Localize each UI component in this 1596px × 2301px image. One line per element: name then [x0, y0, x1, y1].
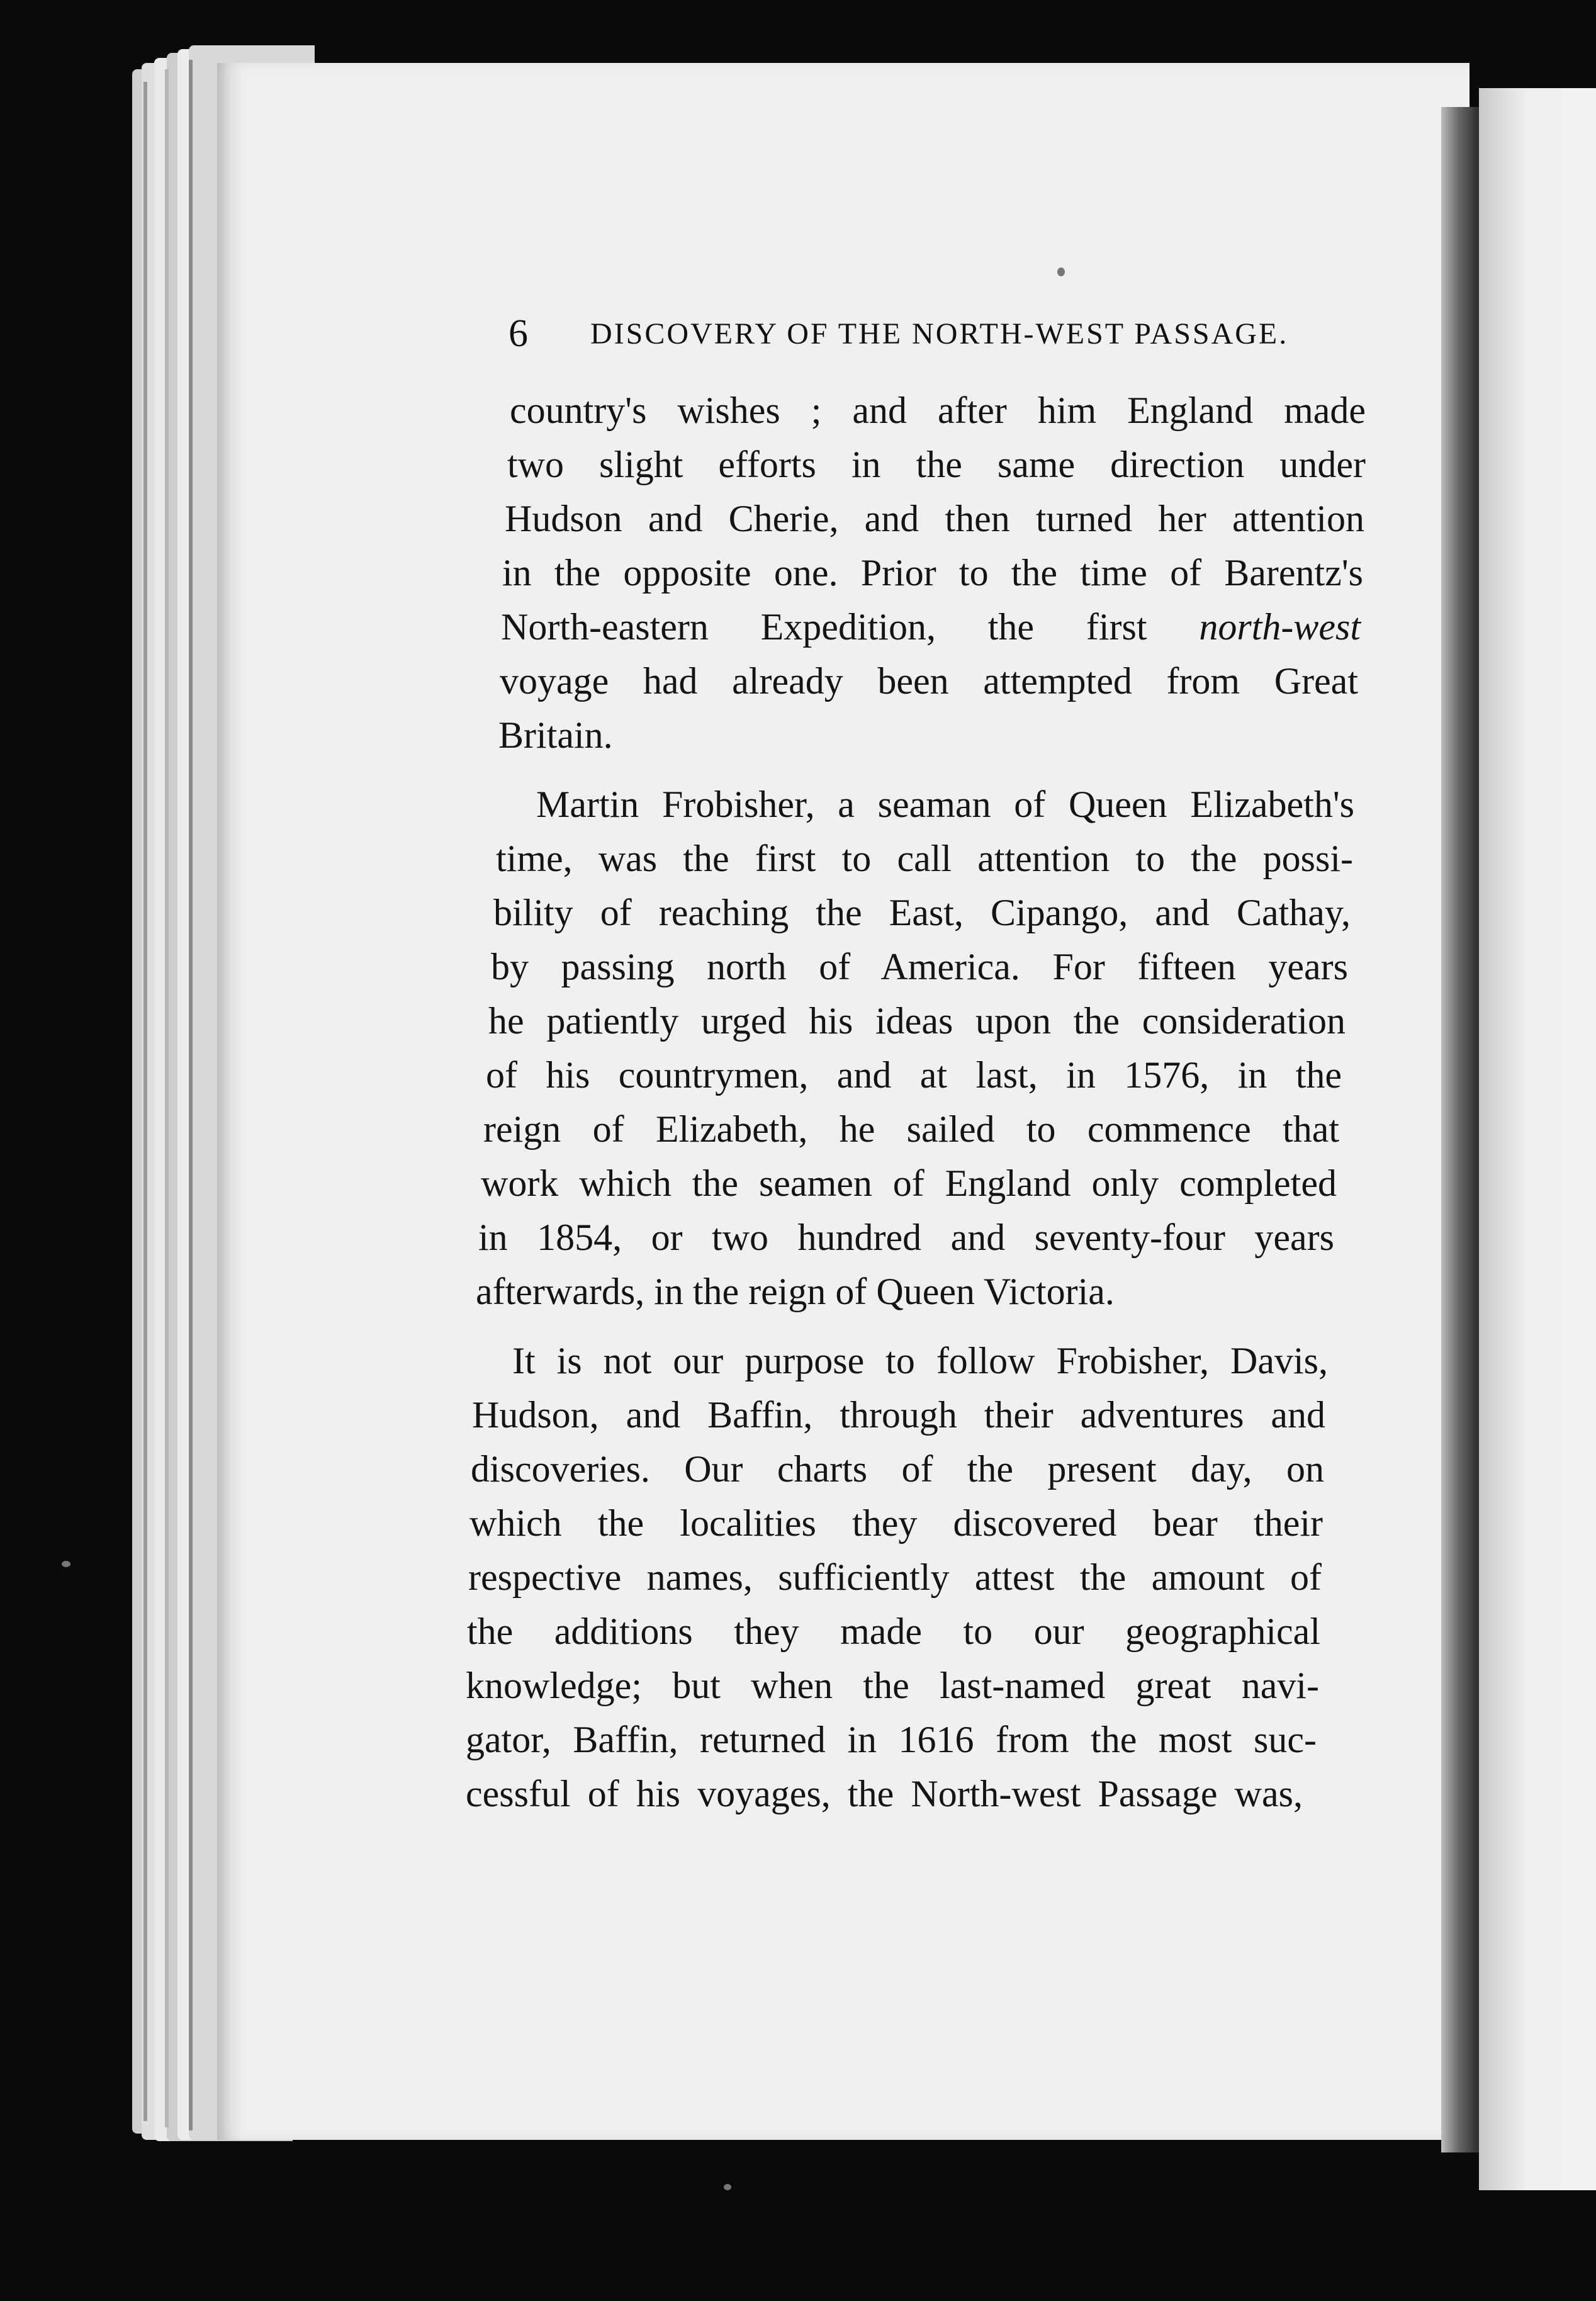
text-line: of his countrymen, and at last, in 1576, in the	[486, 1054, 1342, 1096]
text-line: cessful of his voyages, the North-west Passage was,	[466, 1773, 1303, 1814]
text-line: bility of reaching the East, Cipango, and Cathay,	[493, 892, 1351, 933]
text-line: gator, Baffin, returned in 1616 from the most suc-	[466, 1719, 1317, 1760]
text-line: the additions they made to our geographical	[467, 1611, 1320, 1652]
book-page	[217, 63, 1470, 2140]
book-gutter	[1441, 107, 1479, 2152]
text-line: voyage had already been attempted from Great	[500, 660, 1358, 702]
facing-page	[1479, 88, 1596, 2190]
running-head: DISCOVERY OF THE NORTH-WEST PASSAGE.	[590, 317, 1289, 351]
text-line: in the opposite one. Prior to the time of Barentz's	[502, 552, 1363, 594]
text-line: two slight efforts in the same direction under	[507, 444, 1366, 485]
text-line	[501, 600, 1361, 653]
text-line: time, was the first to call attention to the possi-	[496, 838, 1353, 879]
page-number: 6	[509, 312, 528, 355]
page-speck	[1057, 267, 1065, 276]
text-line: he patiently urged his ideas upon the consideration	[488, 1000, 1346, 1042]
text-line: by passing north of America. For fifteen years	[491, 946, 1348, 987]
text-line: work which the seamen of England only completed	[481, 1162, 1337, 1204]
text-line: Hudson, and Baffin, through their adventures and	[472, 1394, 1325, 1436]
page-edge-shadow	[165, 69, 169, 2127]
page-edge-shadow	[189, 60, 193, 2130]
text-line: afterwards, in the reign of Queen Victoria.	[476, 1271, 1115, 1312]
text-line: Britain.	[498, 714, 613, 756]
page-speck	[62, 1561, 70, 1567]
page-speck	[724, 2184, 731, 2190]
page-header	[509, 312, 1327, 362]
text-line: Martin Frobisher, a seaman of Queen Elizabeth's	[536, 784, 1354, 825]
text-line: Hudson and Cherie, and then turned her attention	[505, 498, 1364, 539]
text-line: respective names, sufficiently attest the amount of	[468, 1556, 1322, 1598]
text-line: country's wishes ; and after him England made	[510, 390, 1366, 431]
italic-text: north-west	[1199, 606, 1361, 648]
text-line: in 1854, or two hundred and seventy-four years	[478, 1217, 1334, 1258]
text-line: reign of Elizabeth, he sailed to commence that	[483, 1108, 1339, 1150]
text-fragment: North-eastern Expedition, the first	[501, 606, 1147, 648]
text-line: knowledge; but when the last-named great navi-	[466, 1665, 1319, 1706]
page-edge-shadow	[143, 82, 147, 2121]
text-line: which the localities they discovered bear their	[469, 1502, 1323, 1544]
text-line: discoveries. Our charts of the present day, on	[471, 1448, 1324, 1490]
text-line: It is not our purpose to follow Frobisher, Davis,	[512, 1340, 1328, 1381]
